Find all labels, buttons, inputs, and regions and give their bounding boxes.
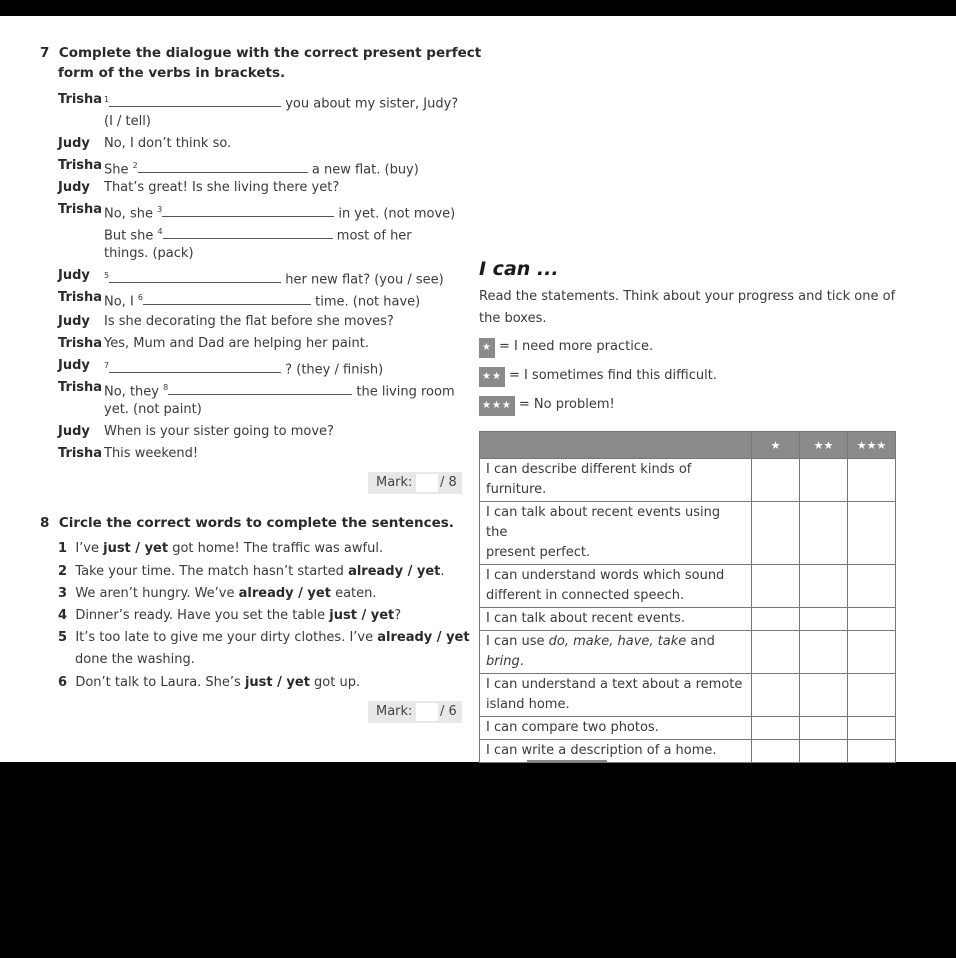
mark-total: / 6 [440,704,457,719]
tick-box[interactable] [800,674,848,717]
speaker: Judy [58,314,90,329]
answer-blank-8[interactable] [168,382,352,395]
tick-box[interactable] [848,502,896,565]
tick-box[interactable] [752,502,800,565]
speaker: Judy [58,424,90,439]
tick-box[interactable] [752,674,800,717]
key-two-stars: ★★ = I sometimes find this difficult. [479,367,717,387]
dialogue-line-6: But she $^4$ most of her [104,227,412,244]
table-row: I can talk about recent events. [480,608,896,631]
ex8-mark-box [368,701,462,723]
answer-blank-2[interactable] [138,160,308,173]
mark-score-field[interactable] [416,703,438,721]
speaker: Trisha [58,446,103,461]
answer-blank-4[interactable] [163,226,333,239]
answer-blank-6[interactable] [143,292,311,305]
mark-total: / 8 [440,475,457,490]
word-choice[interactable]: already / yet [238,586,331,601]
page-edge-divider [527,760,607,762]
key-three-stars: ★★★ = No problem! [479,396,615,416]
dialogue-line-2: No, I don’t think so. [104,136,232,151]
dialogue-line-14: This weekend! [104,446,199,461]
sentence-5: 5 It’s too late to give me your dirty clothes. I’ve already / yet [58,630,470,645]
table-header-row [480,432,896,459]
dialogue-line-12: No, they $^8$ the living room [104,383,455,400]
header-three-stars: ★★★ [848,432,896,459]
tick-box[interactable] [848,608,896,631]
table-row: I can talk about recent events using the present perfect. [480,502,896,565]
dialogue-line-10: Yes, Mum and Dad are helping her paint. [104,336,369,351]
word-choice[interactable]: already / yet [377,630,470,645]
table-row: I can understand a text about a remote island home. [480,674,896,717]
dialogue-line-6-cont: things. (pack) [104,246,194,261]
speaker: Trisha [58,92,103,107]
speaker: Trisha [58,380,103,395]
tick-box[interactable] [800,459,848,502]
dialogue-line-4: That’s great! Is she living there yet? [104,180,340,195]
speaker: Trisha [58,336,103,351]
tick-box[interactable] [752,717,800,740]
speaker: Trisha [58,202,103,217]
tick-box[interactable] [800,740,848,763]
star-icon: ★★ [479,367,505,387]
ex7-mark-box [368,472,462,494]
sentence-5-cont: done the washing. [75,652,195,667]
tick-box[interactable] [800,565,848,608]
tick-box[interactable] [848,717,896,740]
sentence-2: 2 Take your time. The match hasn’t started already / yet. [58,564,445,579]
tick-box[interactable] [752,565,800,608]
table-row: I can compare two photos. [480,717,896,740]
answer-blank-1[interactable] [109,94,281,107]
worksheet-page [0,16,956,762]
ican-table [479,431,896,763]
mark-score-field[interactable] [416,474,438,492]
dialogue-line-11: $^7$ ? (they / finish) [104,361,384,378]
tick-box[interactable] [752,631,800,674]
table-row: I can describe different kinds of furniture. [480,459,896,502]
tick-box[interactable] [800,608,848,631]
star-icon: ★★★ [479,396,515,416]
header-two-stars: ★★ [800,432,848,459]
speaker: Judy [58,268,90,283]
word-choice[interactable]: just / yet [103,541,169,556]
dialogue-line-5: No, she $^3$ in yet. (not move) [104,205,456,222]
tick-box[interactable] [848,631,896,674]
table-row: I can use do, make, have, take and bring. [480,631,896,674]
tick-box[interactable] [800,502,848,565]
ican-intro-line2: the boxes. [479,311,547,326]
dialogue-line-7: $^5$ her new flat? (you / see) [104,271,444,288]
tick-box[interactable] [800,631,848,674]
word-choice[interactable]: just / yet [329,608,395,623]
dialogue-line-9: Is she decorating the flat before she moves? [104,314,394,329]
sentence-3: 3 We aren’t hungry. We’ve already / yet eaten. [58,586,377,601]
ex7-title-line1: Complete the dialogue with the correct present perfect [58,45,482,61]
table-row: I can understand words which sound different in connected speech. [480,565,896,608]
ex7-number: 7 [40,45,50,61]
table-row: I can write a description of a home. [480,740,896,763]
answer-blank-3[interactable] [162,204,334,217]
dialogue-line-12-cont: yet. (not paint) [104,402,202,417]
speaker: Judy [58,358,90,373]
mark-label: Mark: [376,704,413,719]
word-choice[interactable]: already / yet [348,564,441,579]
ican-title: I can ... [479,258,559,280]
ex7-title [40,43,481,63]
tick-box[interactable] [848,740,896,763]
tick-box[interactable] [752,740,800,763]
word-choice[interactable]: just / yet [244,675,310,690]
dialogue-line-3: She $^2$ a new flat. (buy) [104,161,419,178]
star-icon: ★ [479,338,495,358]
mark-label: Mark: [376,475,413,490]
dialogue-line-8: No, I $^6$ time. (not have) [104,293,421,310]
speaker: Judy [58,180,90,195]
sentence-1: 1 I’ve just / yet got home! The traffic was awful. [58,541,384,556]
tick-box[interactable] [800,717,848,740]
dialogue-line-1: $^1$ you about my sister, Judy? [104,95,459,112]
answer-blank-5[interactable] [109,270,281,283]
tick-box[interactable] [848,565,896,608]
answer-blank-7[interactable] [109,360,281,373]
ex8-title: 8 Circle the correct words to complete the sentences. [40,515,454,531]
sentence-6: 6 Don’t talk to Laura. She’s just / yet got up. [58,675,361,690]
key-one-star: ★ = I need more practice. [479,338,653,358]
dialogue-line-13: When is your sister going to move? [104,424,334,439]
dialogue-line-1-prompt: (I / tell) [104,114,151,129]
tick-box[interactable] [752,459,800,502]
ican-intro-line1: Read the statements. Think about your progress and tick one of [479,289,896,304]
speaker: Trisha [58,158,103,173]
tick-box[interactable] [752,608,800,631]
speaker: Judy [58,136,90,151]
tick-box[interactable] [848,459,896,502]
speaker: Trisha [58,290,103,305]
tick-box[interactable] [848,674,896,717]
sentence-4: 4 Dinner’s ready. Have you set the table just / yet? [58,608,402,623]
ex7-title-line2: form of the verbs in brackets. [58,65,286,81]
header-one-star: ★ [752,432,800,459]
ex8-number: 8 [40,515,50,531]
